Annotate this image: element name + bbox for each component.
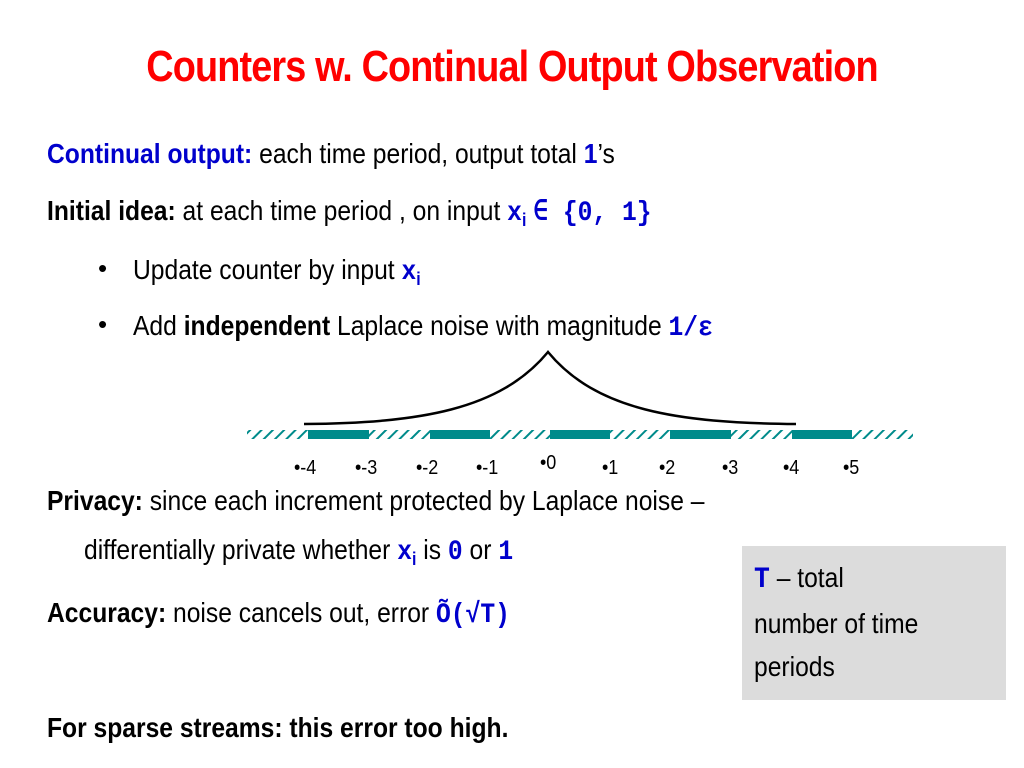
tick-label-neg1: •-1 <box>476 457 499 479</box>
privacy-text-1: since each increment protected by Laplace noise – <box>149 485 705 516</box>
continual-output-label: Continual output: <box>47 138 253 169</box>
initial-idea-label: Initial idea: <box>47 195 176 226</box>
t-definition-text <box>754 556 974 688</box>
bullet-dot-1: • <box>98 253 108 283</box>
bullet-2-post: Laplace noise with magnitude <box>337 310 662 341</box>
tick-label-neg2: •-2 <box>416 457 439 479</box>
initial-idea-var: x <box>507 198 522 229</box>
bullet-dot-2: • <box>98 309 108 339</box>
t-definition-box <box>742 546 1006 700</box>
t-line-2: number of time <box>754 608 919 639</box>
bullet-2-magnitude: 1/ε <box>668 313 713 344</box>
privacy-one: 1 <box>498 537 514 568</box>
bullet-1-var: x <box>401 257 417 288</box>
tick-label-neg4: •-4 <box>294 457 317 479</box>
tick-label-5: •5 <box>843 457 860 479</box>
t-symbol: T <box>754 563 770 597</box>
tick-label-neg3: •-3 <box>355 457 378 479</box>
bullet-1-sub: i <box>416 269 421 289</box>
slide-title: Counters w. Continual Output Observation <box>146 42 878 91</box>
bullet-2-bold: independent <box>183 310 331 341</box>
bullet-1-text: Update counter by input <box>133 254 395 285</box>
privacy-var: x <box>397 537 412 568</box>
privacy-zero: 0 <box>447 537 463 568</box>
t-dash: – total <box>776 562 844 593</box>
privacy-or: or <box>469 534 492 565</box>
continual-output-text: each time period, output total <box>259 138 577 169</box>
accuracy-text: noise cancels out, error <box>173 597 430 628</box>
number-line <box>247 430 913 439</box>
privacy-text-2: differentially private whether <box>84 534 391 565</box>
accuracy-line <box>47 597 510 631</box>
tick-label-0: •0 <box>540 452 557 474</box>
tick-label-3: •3 <box>722 457 739 479</box>
sparse-streams-note: For sparse streams: this error too high. <box>47 712 509 743</box>
accuracy-expr: Õ(√T) <box>435 600 510 631</box>
initial-idea-text: at each time period , on input <box>182 195 501 226</box>
tick-label-4: •4 <box>783 457 800 479</box>
initial-idea-sub: i <box>521 210 527 230</box>
t-line-3: periods <box>754 651 835 682</box>
privacy-is: is <box>423 534 442 565</box>
initial-idea-set: ∈ {0, 1} <box>533 198 652 229</box>
continual-output-one: 1 <box>583 138 598 169</box>
tick-label-2: •2 <box>659 457 676 479</box>
privacy-sub: i <box>411 549 417 569</box>
privacy-line-2 <box>84 534 513 570</box>
accuracy-label: Accuracy: <box>47 597 167 628</box>
bullet-2-pre: Add <box>133 310 177 341</box>
continual-output-suffix: ’s <box>597 138 615 169</box>
privacy-label: Privacy: <box>47 485 143 516</box>
privacy-line-1 <box>47 485 704 517</box>
laplace-curve <box>304 352 796 424</box>
tick-label-1: •1 <box>602 457 619 479</box>
